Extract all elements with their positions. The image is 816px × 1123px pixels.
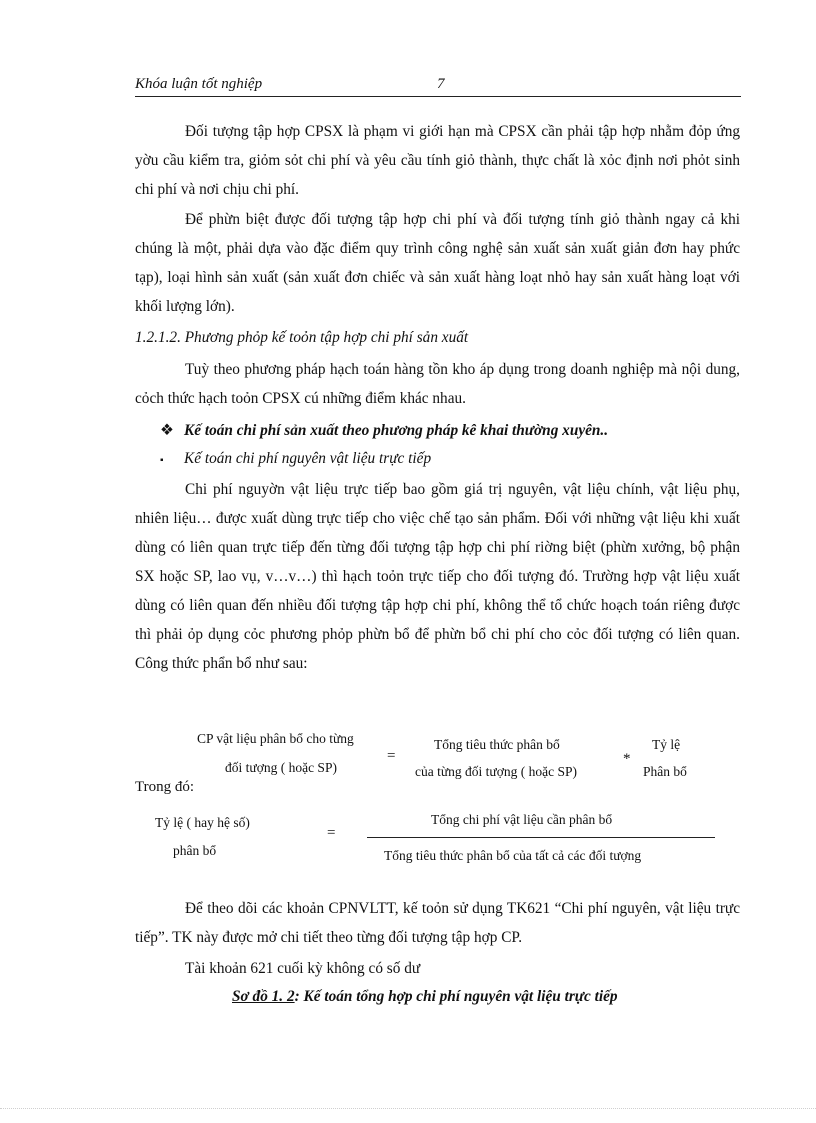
formula1-rhs-line2: Phân bổ (643, 764, 687, 779)
formula1-lhs-line2: đối tượng ( hoặc SP) (225, 760, 337, 775)
formula1-mid-line2: của từng đối tượng ( hoặc SP) (415, 764, 577, 779)
paragraph-no-balance: Tài khoản 621 cuối kỳ không có số dư (185, 960, 421, 977)
formula1-equals: = (387, 748, 396, 764)
formula2-lhs-line2: phân bổ (173, 843, 217, 858)
paragraph-method: Tuỳ theo phương pháp hạch toán hàng tồn kho áp dụng trong doanh nghiệp mà nội dung, cỏch thức hạch toỏn CPSX cú những điểm khác nhau. (135, 361, 740, 407)
formula2-equals: = (327, 825, 336, 841)
diagram-caption-label: Sơ đồ 1. 2 (232, 988, 295, 1005)
paragraph-distinguish: Để phừn biệt được đối tượng tập hợp chi phí và đối tượng tính giỏ thành ngay cả khi chúng là một, phải dựa vào đặc điểm quy trình công nghệ sản xuất sản xuất giản đơn hay phức tạp), loại hình sản xuất (sản xuất đơn chiếc và sản xuất hàng loạt nhỏ hay sản xuất hàng loạt với khối lượng lớn). (135, 211, 740, 315)
bullet-direct-material-text: Kế toán chi phí nguyên vật liệu trực tiếp (184, 450, 432, 467)
formula1-times: * (623, 751, 631, 767)
page-bottom-divider (0, 1108, 816, 1109)
paragraph-cost-object: Đối tượng tập hợp CPSX là phạm vi giới hạn mà CPSX cần phải tập hợp nhằm đỏp ứng yờu cầu kiểm tra, giỏm sỏt chi phí và yêu cầu tính giỏ thành, thực chất là xỏc định nơi phỏt sinh chi phí và nơi chịu chi phí. (135, 123, 740, 198)
formula1-rhs-line1: Tỷ lệ (652, 737, 681, 752)
bullet-direct-material (160, 450, 431, 468)
diagram-caption-text: : Kế toán tổng hợp chi phí nguyên vật liệu trực tiếp (294, 988, 618, 1005)
formula1-mid-line1: Tổng tiêu thức phân bổ (434, 737, 560, 752)
diamond-bullet-icon: ❖ (160, 422, 174, 439)
bullet-regular-method-text: Kế toán chi phí sản xuất theo phương pháp kê khai thường xuyên.. (184, 422, 609, 439)
section-heading: 1.2.1.2. Phương phỏp kế toỏn tập hợp chi phí sản xuất (135, 329, 469, 346)
header-title: Khóa luận tốt nghiệp (135, 76, 263, 92)
page-number: 7 (437, 76, 445, 92)
page-header (135, 74, 741, 97)
paragraph-account-621: Để theo dõi các khoản CPNVLTT, kế toỏn sử dụng TK621 “Chi phí nguyên, vật liệu trực tiếp”. TK này được mở chi tiết theo từng đối tượng tập hợp CP. (135, 900, 740, 946)
where-label: Trong đó: (135, 779, 195, 795)
formula1-lhs-line1: CP vật liệu phân bổ cho từng (197, 731, 354, 746)
formula2-numerator: Tổng chi phí vật liệu cần phân bổ (431, 812, 613, 827)
formula2-lhs-line1: Tỷ lệ ( hay hệ số) (155, 815, 250, 830)
paragraph-direct-material: Chi phí nguyờn vật liệu trực tiếp bao gồm giá trị nguyên, vật liệu chính, vật liệu phụ, nhiên liệu… được xuất dùng trực tiếp cho việc chế tạo sản phẩm. Đối với những vật liệu khi xuất dùng có liên quan trực tiếp đến từng đối tượng tập hợp chi phí riờng biệt (phừn xưởng, bộ phận SX hoặc SP, lao vụ, v…v…) thì hạch toỏn trực tiếp cho đối tượng đó. Trường hợp vật liệu xuất dùng có liên quan đến nhiều đối tượng tập hợp chi phí, không thể tổ chức hoạch toán riêng được thì phải ỏp dụng cỏc phương phỏp phừn bổ để phừn bổ chi phí cho cỏc đối tượng có liên quan. Công thức phẩn bổ như sau: (135, 481, 740, 672)
fraction-bar (367, 837, 715, 838)
diagram-caption (232, 988, 618, 1006)
bullet-regular-method (160, 421, 608, 440)
formula2-denominator: Tổng tiêu thức phân bổ của tất cả các đối tượng (384, 848, 642, 863)
square-bullet-icon: ▪ (160, 455, 164, 466)
